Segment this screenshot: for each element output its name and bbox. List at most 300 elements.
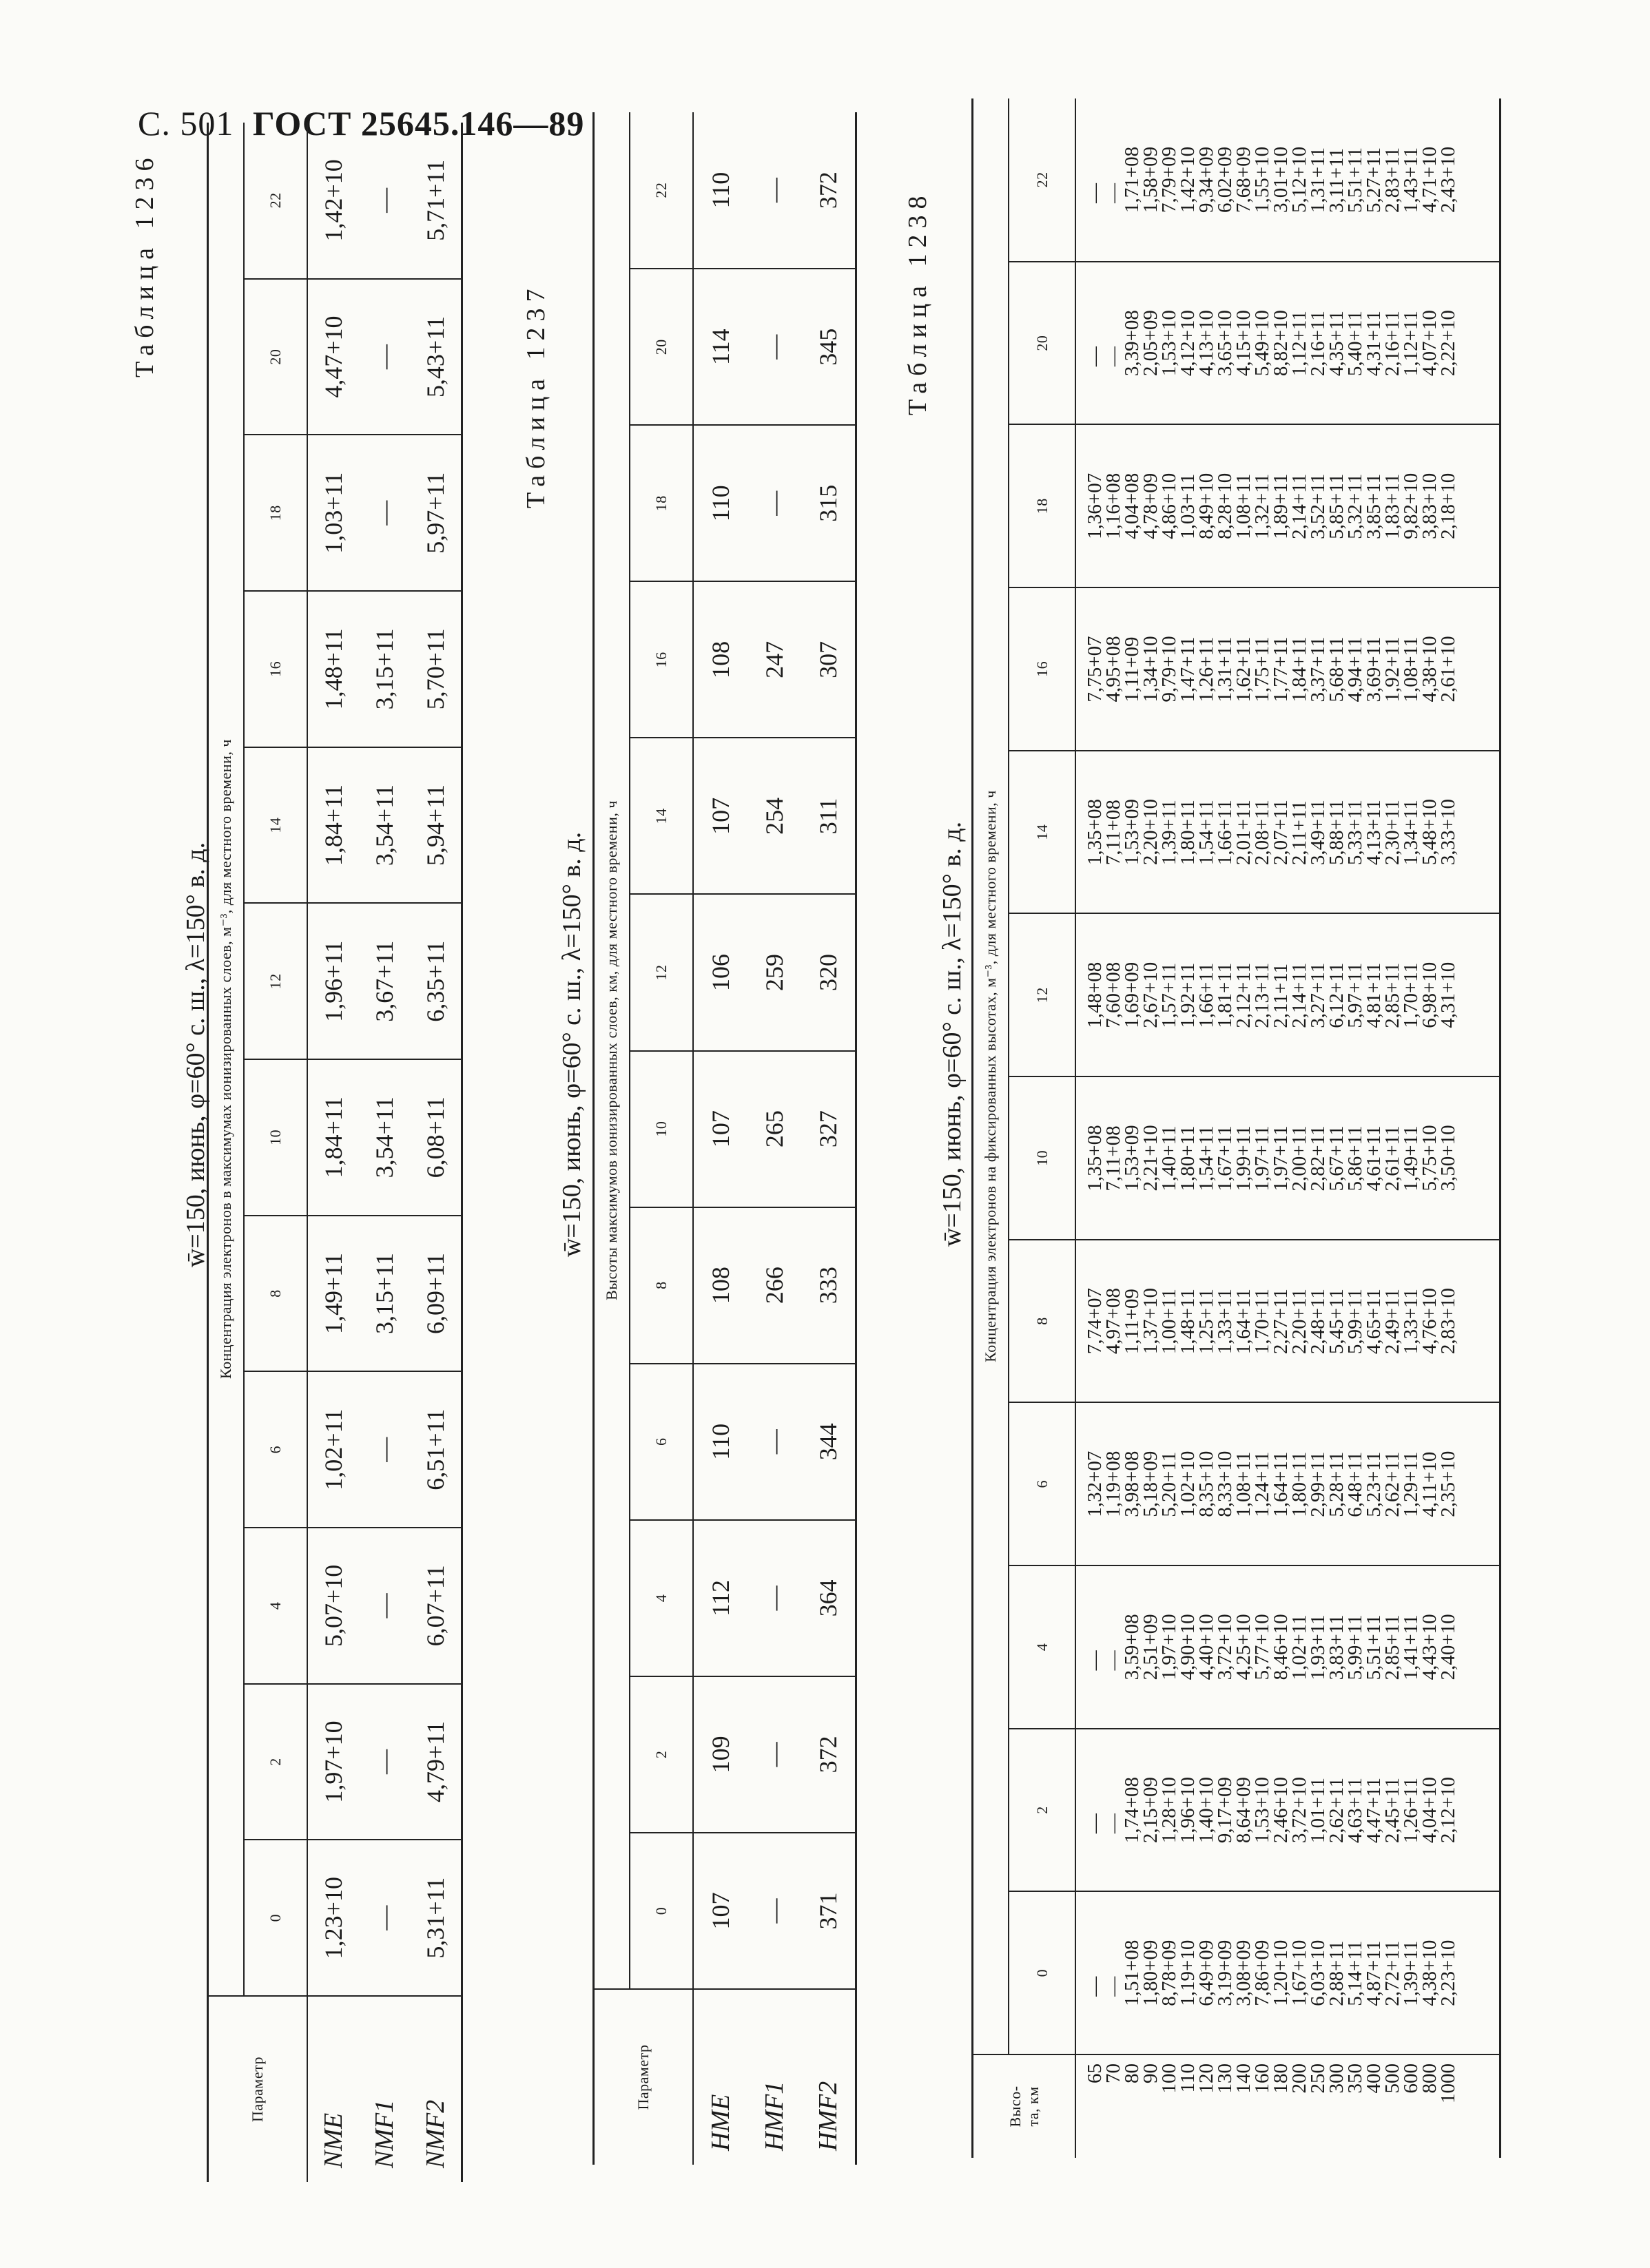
table-cell: 3,52+11 — [1307, 473, 1329, 539]
t1238-hour-4: 4 — [1009, 1565, 1075, 1729]
table-cell: — — [1084, 1813, 1106, 1834]
table-cell: 3,49+11 — [1307, 800, 1329, 866]
table-cell: 5,99+11 — [1344, 1289, 1366, 1355]
height-value: 250 — [1307, 2063, 1329, 2094]
t1236-hour-22: 22 — [244, 123, 307, 279]
table-cell: 1,83+11 — [1381, 473, 1403, 539]
table-cell: 1,19+08 — [1102, 1450, 1124, 1517]
table-cell: 2,13+11 — [1251, 962, 1273, 1028]
table-cell: 5,94+11 — [410, 747, 462, 904]
table-cell: 5,75+10 — [1419, 1125, 1441, 1192]
table-cell: 5,51+11 — [1363, 1614, 1385, 1681]
table-cell: — — [1102, 1650, 1124, 1671]
table-cell: 1,53+09 — [1121, 1125, 1143, 1192]
table-cell: 344 — [801, 1364, 856, 1520]
table-cell: 1,08+11 — [1233, 473, 1255, 539]
table-cell: — — [1102, 183, 1124, 203]
table-cell: 5,97+11 — [1344, 962, 1366, 1028]
table-cell: 3,67+11 — [359, 903, 410, 1059]
t1238-heights — [1086, 2055, 1458, 2158]
table-cell: 1,43+11 — [1400, 147, 1422, 213]
table-cell: 1,02+11 — [1288, 1614, 1310, 1681]
table-cell: 8,33+10 — [1214, 1450, 1236, 1517]
table-cell: 1,08+11 — [1400, 636, 1422, 703]
table-cell: 7,11+08 — [1102, 1125, 1124, 1192]
table-cell: 1,12+11 — [1400, 311, 1422, 377]
table-cell: 5,12+10 — [1288, 146, 1310, 213]
table-cell: 110 — [693, 425, 747, 581]
height-value: 70 — [1102, 2063, 1124, 2083]
table-cell: 1,12+11 — [1288, 311, 1310, 377]
t1236-hour-12: 12 — [244, 903, 307, 1059]
table-cell: 4,38+10 — [1419, 1939, 1441, 2006]
table-cell: 1,49+11 — [307, 1216, 359, 1372]
table-cell: 8,35+10 — [1195, 1450, 1217, 1517]
table-cell: 2,23+10 — [1437, 1939, 1459, 2006]
table-cell: 6,48+11 — [1344, 1451, 1366, 1517]
table-cell: 2,07+11 — [1270, 800, 1292, 866]
table-cell: 364 — [801, 1520, 856, 1676]
height-value: 140 — [1233, 2063, 1255, 2094]
table-cell: 5,18+09 — [1139, 1450, 1162, 1517]
table-cell: 5,49+10 — [1251, 310, 1273, 377]
t1238-grid — [971, 98, 1501, 2158]
table-cell: 5,86+11 — [1344, 1125, 1366, 1192]
table-cell: 107 — [693, 1833, 747, 1989]
table-cell: 5,99+11 — [1344, 1614, 1366, 1681]
table-cell: 8,28+10 — [1214, 472, 1236, 539]
table-cell: 2,18+10 — [1437, 472, 1459, 539]
table-cell: 5,23+11 — [1363, 1451, 1385, 1517]
table-cell: 1,84+11 — [1288, 636, 1310, 703]
table-cell: — — [1084, 1976, 1106, 1997]
table-cell: 1,35+08 — [1084, 799, 1106, 866]
t1238-span-head: Концентрация электронов на фиксированных высотах, м⁻³, для местного времени, ч — [973, 98, 1009, 2054]
table-cell: 5,97+11 — [410, 435, 462, 591]
height-value: 100 — [1158, 2063, 1180, 2094]
height-value: 110 — [1177, 2063, 1199, 2093]
table-cell: 1,54+11 — [1195, 800, 1217, 866]
table-cell: 4,61+11 — [1363, 1125, 1385, 1192]
table-cell: 2,61+11 — [1381, 1125, 1403, 1192]
table-cell: 1,74+08 — [1121, 1776, 1143, 1844]
table-cell: 5,14+11 — [1344, 1940, 1366, 2006]
table-cell: 1,02+10 — [1177, 1450, 1199, 1517]
t1238-hour-14: 14 — [1009, 751, 1075, 914]
table-cell: 5,32+11 — [1344, 473, 1366, 539]
t1238-col-12 — [1086, 962, 1458, 1028]
table-cell: 9,17+09 — [1214, 1776, 1236, 1844]
table-cell: — — [1102, 346, 1124, 367]
table-cell: 1,97+10 — [307, 1684, 359, 1840]
t1236-hour-16: 16 — [244, 591, 307, 747]
table-cell: 8,82+10 — [1270, 310, 1292, 377]
table-cell: 1,16+08 — [1102, 472, 1124, 539]
height-value: 500 — [1381, 2063, 1403, 2094]
height-value: 90 — [1139, 2063, 1162, 2083]
table-cell: 2,08+11 — [1251, 800, 1273, 866]
t1237-param-head: Параметр — [594, 1989, 694, 2165]
table-row — [359, 123, 410, 2182]
table-cell: 2,85+11 — [1381, 962, 1403, 1028]
table-cell: 2,62+11 — [1326, 1778, 1348, 1844]
table-cell: 1,40+10 — [1195, 1776, 1217, 1844]
table-cell: 1,35+08 — [1084, 1125, 1106, 1192]
t1237-hour-14: 14 — [630, 738, 693, 894]
table-cell: 1,96+11 — [307, 903, 359, 1059]
table-cell: 3,15+11 — [359, 1216, 410, 1372]
table-cell: 311 — [801, 738, 856, 894]
t1236-hour-10: 10 — [244, 1059, 307, 1216]
table-cell: 5,85+11 — [1326, 473, 1348, 539]
table-cell: 4,95+08 — [1102, 636, 1124, 703]
table-cell: — — [747, 269, 801, 425]
table-cell: 6,12+11 — [1326, 962, 1348, 1028]
table-cell: 4,04+08 — [1121, 472, 1143, 539]
table-cell: 1,47+11 — [1177, 636, 1199, 703]
table-cell: 5,07+10 — [307, 1528, 359, 1684]
table-cell: 1,25+11 — [1195, 1289, 1217, 1355]
table-1236-label: Таблица 1236 — [130, 152, 159, 377]
table-cell: — — [761, 178, 788, 203]
table-cell: 4,47+10 — [307, 279, 359, 435]
table-cell: 5,70+11 — [410, 591, 462, 747]
table-cell: — — [1084, 346, 1106, 367]
table-cell: 4,43+10 — [1419, 1614, 1441, 1681]
table-cell: 1,66+11 — [1214, 800, 1236, 866]
height-value: 120 — [1195, 2063, 1217, 2094]
table-cell: 1,39+11 — [1400, 1940, 1422, 2006]
table-cell: 1,20+10 — [1270, 1939, 1292, 2006]
table-cell: 5,33+11 — [1344, 800, 1366, 866]
table-cell: 3,72+10 — [1288, 1776, 1310, 1844]
table-cell: 2,83+10 — [1437, 1288, 1459, 1355]
table-cell: 9,34+09 — [1195, 146, 1217, 213]
table-cell: 4,31+10 — [1437, 961, 1459, 1028]
table-cell: 1,97+11 — [1270, 1125, 1292, 1192]
table-1238-title: w̄=150, июнь, φ=60° с. ш., λ=150° в. д. — [938, 821, 967, 1247]
table-cell: 4,63+11 — [1344, 1778, 1366, 1844]
table-cell: 1,99+11 — [1233, 1125, 1255, 1192]
table-cell: 320 — [801, 894, 856, 1050]
t1237-param-hmf1: HMF1 — [747, 1989, 801, 2165]
table-cell: 8,49+10 — [1195, 472, 1217, 539]
t1237-span-head: Высоты максимумов ионизированных слоев, км, для местного времени, ч — [594, 112, 630, 1989]
standard-id: ГОСТ 25645.146—89 — [252, 104, 585, 143]
table-cell: 6,08+11 — [410, 1059, 462, 1216]
table-cell: 7,68+09 — [1233, 146, 1255, 213]
table-cell: 2,12+11 — [1233, 962, 1255, 1028]
table-cell: 1,89+11 — [1270, 473, 1292, 539]
table-cell: 266 — [747, 1207, 801, 1364]
t1236-hour-20: 20 — [244, 279, 307, 435]
table-cell: 3,59+08 — [1121, 1614, 1143, 1681]
table-cell: 1,32+07 — [1084, 1450, 1106, 1517]
table-cell: 1,93+11 — [1307, 1614, 1329, 1681]
table-cell: 2,40+10 — [1437, 1614, 1459, 1681]
table-cell: 2,46+10 — [1270, 1776, 1292, 1844]
table-cell: 265 — [747, 1051, 801, 1207]
table-cell: 1,31+11 — [1307, 147, 1329, 213]
height-value: 160 — [1251, 2063, 1273, 2094]
table-cell: 3,65+10 — [1214, 310, 1236, 377]
table-cell: 3,01+10 — [1270, 146, 1292, 213]
table-cell: 1,97+10 — [1158, 1614, 1180, 1681]
table-cell: 7,86+09 — [1251, 1939, 1273, 2006]
table-cell: 6,03+10 — [1307, 1939, 1329, 2006]
table-cell: 3,50+10 — [1437, 1125, 1459, 1192]
table-cell: 2,01+11 — [1233, 800, 1255, 866]
table-cell: 108 — [693, 581, 747, 738]
table-cell: 7,79+09 — [1158, 146, 1180, 213]
table-cell: — — [1102, 1976, 1124, 1997]
table-cell: — — [359, 1840, 410, 1996]
table-cell: 254 — [747, 738, 801, 894]
table-cell: 1,84+11 — [307, 747, 359, 904]
t1238-hour-2: 2 — [1009, 1729, 1075, 1892]
table-cell: 3,11+11 — [1326, 148, 1348, 213]
table-cell: 247 — [747, 581, 801, 738]
t1237-hour-16: 16 — [630, 581, 693, 738]
table-cell: 1,08+11 — [1233, 1451, 1255, 1517]
table-cell: 107 — [693, 738, 747, 894]
t1237-hour-6: 6 — [630, 1364, 693, 1520]
table-cell: 5,28+11 — [1326, 1451, 1348, 1517]
table-cell: 1,02+11 — [307, 1371, 359, 1528]
height-value: 600 — [1400, 2063, 1422, 2094]
t1238-hour-20: 20 — [1009, 262, 1075, 425]
table-cell: 4,04+10 — [1419, 1776, 1441, 1844]
table-cell: 2,11+11 — [1270, 963, 1292, 1028]
table-cell: 1,57+11 — [1158, 962, 1180, 1028]
table-cell: — — [359, 279, 410, 435]
table-cell: 2,43+10 — [1437, 146, 1459, 213]
t1238-col-2 — [1086, 1777, 1458, 1843]
table-cell: 1,03+11 — [307, 435, 359, 591]
t1238-col-20 — [1086, 310, 1458, 376]
table-cell: 1,34+10 — [1139, 636, 1162, 703]
table-cell: 1,62+11 — [1233, 636, 1255, 703]
t1238-hour-6: 6 — [1009, 1402, 1075, 1565]
table-cell: 2,45+11 — [1381, 1778, 1403, 1844]
table-cell: 4,31+11 — [1363, 311, 1385, 377]
table-cell: 6,02+09 — [1214, 146, 1236, 213]
table-cell: 1,77+11 — [1270, 636, 1292, 703]
table-cell: 9,79+10 — [1158, 636, 1180, 703]
table-cell: 5,20+11 — [1158, 1451, 1180, 1517]
table-cell: 2,85+11 — [1381, 1614, 1403, 1681]
table-cell: 1,28+10 — [1158, 1776, 1180, 1844]
table-cell: 1,97+11 — [1251, 1125, 1273, 1192]
table-cell: 1,34+11 — [1400, 800, 1422, 866]
t1238-col-10 — [1086, 1125, 1458, 1191]
table-cell: 1,70+11 — [1400, 962, 1422, 1028]
table-cell: 1,53+09 — [1121, 799, 1143, 866]
table-cell: 2,16+11 — [1307, 311, 1329, 377]
table-cell: 5,40+11 — [1344, 311, 1366, 377]
table-cell: 1,53+10 — [1158, 310, 1180, 377]
table-cell: 2,22+10 — [1437, 310, 1459, 377]
table-cell: 1,23+10 — [307, 1840, 359, 1996]
table-cell: 9,82+10 — [1400, 472, 1422, 539]
table-cell: 2,61+10 — [1437, 636, 1459, 703]
table-cell: 3,98+08 — [1121, 1450, 1143, 1517]
table-cell: 5,71+11 — [422, 159, 449, 241]
table-cell: 1,67+11 — [1214, 1125, 1236, 1192]
table-cell: 333 — [801, 1207, 856, 1364]
table-cell: 4,79+11 — [410, 1684, 462, 1840]
table-cell: 1,81+11 — [1214, 962, 1236, 1028]
table-cell: 1,01+11 — [1307, 1778, 1329, 1844]
t1236-grid — [207, 123, 463, 2182]
table-cell: 4,11+10 — [1419, 1451, 1441, 1517]
table-cell: 3,19+09 — [1214, 1939, 1236, 2006]
table-row — [801, 112, 856, 2165]
table-cell: 1,92+11 — [1381, 636, 1403, 703]
table-cell: 3,39+08 — [1121, 310, 1143, 377]
table-1237-title: w̄=150, июнь, φ=60° с. ш., λ=150° в. д. — [557, 831, 586, 1258]
table-cell: 8,46+10 — [1270, 1614, 1292, 1681]
table-cell: 1,64+11 — [1270, 1451, 1292, 1517]
table-1238-label: Таблица 1238 — [903, 189, 932, 415]
table-cell: 1,69+09 — [1121, 961, 1143, 1028]
table-cell: 1,71+08 — [1121, 146, 1143, 213]
table-cell: 4,78+09 — [1139, 472, 1162, 539]
table-cell: 2,72+11 — [1381, 1940, 1403, 2006]
table-cell: 2,88+11 — [1326, 1940, 1348, 2006]
table-cell: — — [371, 187, 398, 213]
table-cell: 4,94+11 — [1344, 636, 1366, 703]
table-cell: 2,83+11 — [1381, 147, 1403, 213]
t1236-param-head: Параметр — [208, 1996, 308, 2182]
table-cell: 2,14+11 — [1288, 473, 1310, 539]
table-cell: 2,62+11 — [1381, 1451, 1403, 1517]
t1237-hour-10: 10 — [630, 1051, 693, 1207]
t1238-col-4 — [1086, 1614, 1458, 1680]
height-value: 300 — [1326, 2063, 1348, 2094]
table-cell: 3,37+11 — [1307, 636, 1329, 703]
t1238-param-head: Высо- та, км — [973, 2054, 1076, 2158]
table-cell: 3,69+11 — [1363, 636, 1385, 703]
table-cell: 3,15+11 — [359, 591, 410, 747]
table-cell: 110 — [707, 171, 734, 209]
table-cell: 3,85+11 — [1363, 473, 1385, 539]
t1238-col-14 — [1086, 799, 1458, 865]
table-cell: 1,40+11 — [1158, 1125, 1180, 1192]
table-cell: 2,48+11 — [1307, 1289, 1329, 1355]
table-cell: 107 — [693, 1051, 747, 1207]
table-cell: 2,14+11 — [1288, 962, 1310, 1028]
table-cell: 5,77+10 — [1251, 1614, 1273, 1681]
table-cell: — — [1102, 1813, 1124, 1834]
table-row — [747, 112, 801, 2165]
table-cell: — — [1084, 183, 1106, 203]
t1238-hour-10: 10 — [1009, 1076, 1075, 1240]
table-cell: 372 — [814, 171, 842, 209]
table-cell: 372 — [801, 1676, 856, 1833]
t1236-hour-18: 18 — [244, 435, 307, 591]
t1237-hour-22: 22 — [630, 112, 693, 269]
table-cell: 2,51+09 — [1139, 1614, 1162, 1681]
t1236-param-nmf1: NMF1 — [359, 1996, 410, 2182]
table-cell: 3,83+11 — [1326, 1614, 1348, 1681]
table-cell: 1,31+11 — [1214, 636, 1236, 703]
height-value: 65 — [1084, 2063, 1106, 2083]
table-cell: 1,51+08 — [1121, 1939, 1143, 2006]
t1237-hour-20: 20 — [630, 269, 693, 425]
table-cell: 1,42+10 — [320, 159, 347, 242]
table-row — [307, 123, 359, 2182]
table-cell: 4,76+10 — [1419, 1288, 1441, 1355]
table-row — [693, 112, 747, 2165]
table-cell: — — [747, 1520, 801, 1676]
t1237-hour-8: 8 — [630, 1207, 693, 1364]
t1237-hour-18: 18 — [630, 425, 693, 581]
table-cell: 3,54+11 — [359, 747, 410, 904]
table-cell: 2,16+11 — [1381, 311, 1403, 377]
table-cell: — — [747, 1833, 801, 1989]
table-cell: 1,70+11 — [1251, 1289, 1273, 1355]
table-cell: 3,27+11 — [1307, 962, 1329, 1028]
t1237-hour-4: 4 — [630, 1520, 693, 1676]
table-cell: 8,64+09 — [1233, 1776, 1255, 1844]
table-cell: 5,67+11 — [1326, 1125, 1348, 1192]
table-cell: — — [359, 1371, 410, 1528]
height-value: 200 — [1288, 2063, 1310, 2094]
table-cell: 327 — [801, 1051, 856, 1207]
table-cell: 1,54+11 — [1195, 1125, 1217, 1192]
height-value: 80 — [1121, 2063, 1143, 2083]
table-cell: 5,88+11 — [1326, 800, 1348, 866]
table-cell: 109 — [693, 1676, 747, 1833]
table-cell: 6,49+09 — [1195, 1939, 1217, 2006]
table-cell: 6,09+11 — [410, 1216, 462, 1372]
table-cell: 4,12+10 — [1177, 310, 1199, 377]
t1237-param-hme: HME — [693, 1989, 747, 2165]
t1237-hour-12: 12 — [630, 894, 693, 1050]
table-cell: 345 — [801, 269, 856, 425]
t1236-param-nme: NME — [307, 1996, 359, 2182]
table-cell: 1,00+11 — [1158, 1289, 1180, 1355]
table-cell: 2,30+11 — [1381, 800, 1403, 866]
table-cell: 5,68+11 — [1326, 636, 1348, 703]
table-cell: 2,20+10 — [1139, 799, 1162, 866]
table-cell: 5,45+11 — [1326, 1289, 1348, 1355]
table-cell: 7,60+08 — [1102, 961, 1124, 1028]
table-cell: 259 — [747, 894, 801, 1050]
table-cell: 4,38+10 — [1419, 636, 1441, 703]
table-cell: 1,29+11 — [1400, 1451, 1422, 1517]
height-value: 180 — [1270, 2063, 1292, 2094]
t1236-hour-8: 8 — [244, 1216, 307, 1372]
table-cell: 4,15+10 — [1233, 310, 1255, 377]
table-cell: 1,75+11 — [1251, 636, 1273, 703]
t1237-hour-0: 0 — [630, 1833, 693, 1989]
table-cell: 4,40+10 — [1195, 1614, 1217, 1681]
table-cell: 1,49+11 — [1400, 1125, 1422, 1192]
table-cell: 112 — [693, 1520, 747, 1676]
table-cell: 1,19+10 — [1177, 1939, 1199, 2006]
table-cell: 2,12+10 — [1437, 1776, 1459, 1844]
table-cell: 4,86+10 — [1158, 472, 1180, 539]
table-cell: — — [359, 1528, 410, 1684]
table-cell: 1,53+10 — [1251, 1776, 1273, 1844]
table-cell: 2,15+09 — [1139, 1776, 1162, 1844]
table-cell: 1,80+11 — [1288, 1451, 1310, 1517]
table-cell: 4,13+10 — [1195, 310, 1217, 377]
height-value: 130 — [1214, 2063, 1236, 2094]
table-cell: 2,82+11 — [1307, 1125, 1329, 1192]
